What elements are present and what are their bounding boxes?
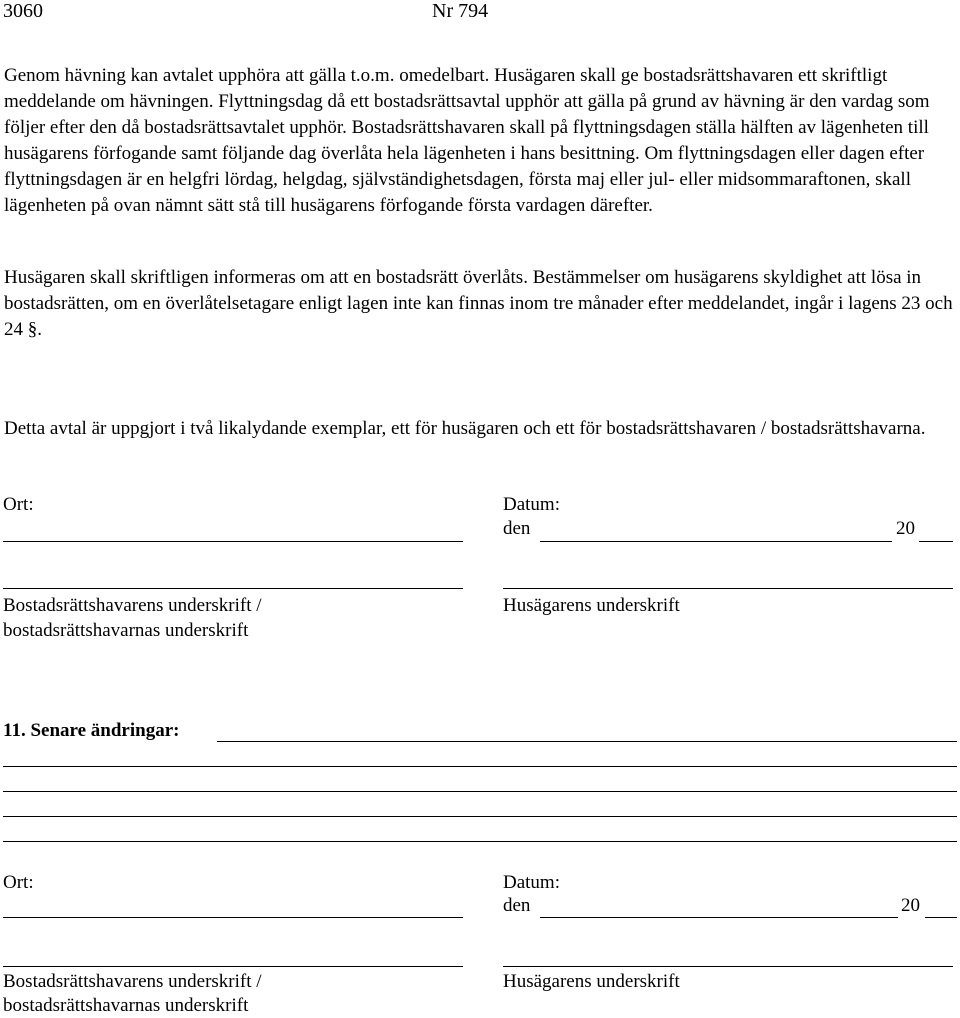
date-line[interactable]	[540, 541, 892, 542]
place-line[interactable]	[3, 541, 463, 542]
tenant-signature-label: Bostadsrättshavarens underskrift /	[3, 595, 262, 616]
owner-signature-line[interactable]	[503, 966, 953, 967]
tenant-signature-label-2: bostadsrättshavarnas underskrift	[3, 995, 249, 1016]
date-prefix: den	[503, 518, 531, 539]
tenant-signature-label-2: bostadsrättshavarnas underskrift	[3, 620, 249, 641]
year-line[interactable]	[925, 917, 957, 918]
tenant-signature-label: Bostadsrättshavarens underskrift /	[3, 971, 262, 992]
date-prefix: den	[503, 895, 531, 916]
paragraph-copies: Detta avtal är uppgjort i två likalydande exemplar, ett för husägaren och ett för bostadsrättshavaren / bostadsrättshavarna.	[4, 418, 926, 439]
paragraph-transfer: Husägaren skall skriftligen informeras om att en bostadsrätt överlåts. Bestämmelser om husägarens skyldighet att lösa in bostadsrätten, om en överlåtelsetagare enligt lagen inte kan finnas inom tre månader efter meddelandet, ingår i lagens 23 och 24 §.	[4, 267, 953, 340]
date-line[interactable]	[540, 917, 898, 918]
later-changes-heading: 11. Senare ändringar:	[3, 720, 180, 741]
later-changes-line[interactable]	[217, 741, 957, 742]
tenant-signature-line[interactable]	[3, 588, 463, 589]
date-label: Datum:	[503, 872, 560, 893]
date-label: Datum:	[503, 494, 560, 515]
year-prefix: 20	[896, 518, 915, 539]
paragraph-termination: Genom hävning kan avtalet upphöra att gälla t.o.m. omedelbart. Husägaren skall ge bostadsrättshavaren ett skriftligt meddelande om hävningen. Flyttningsdag då ett bostadsrättsavtal upphör att gälla på grund av hävning är den vardag som följer efter den då bostadsrättsavtalet upphör. Bostadsrättshavaren skall på flyttningsdagen ställa hälften av lägenheten till husägarens förfogande samt följande dag överlåta hela lägenheten i hans besittning. Om flyttningsdagen eller dagen efter flyttningsdagen är en helgfri lördag, helgdag, självständighetsdagen, första maj eller jul- eller midsommaraftonen, skall lägenheten på ovan nämnt sätt stå till husägarens förfogande första vardagen därefter.	[4, 65, 930, 216]
owner-signature-label: Husägarens underskrift	[503, 971, 680, 992]
place-label: Ort:	[3, 494, 34, 515]
later-changes-line[interactable]	[3, 841, 957, 842]
issue-number: Nr 794	[432, 0, 489, 22]
page-number: 3060	[3, 0, 43, 22]
year-prefix: 20	[901, 895, 920, 916]
year-line[interactable]	[919, 541, 953, 542]
later-changes-line[interactable]	[3, 816, 957, 817]
owner-signature-line[interactable]	[503, 588, 953, 589]
owner-signature-label: Husägarens underskrift	[503, 595, 680, 616]
place-label: Ort:	[3, 872, 34, 893]
later-changes-line[interactable]	[3, 791, 957, 792]
later-changes-line[interactable]	[3, 766, 957, 767]
place-line[interactable]	[3, 917, 463, 918]
tenant-signature-line[interactable]	[3, 966, 463, 967]
